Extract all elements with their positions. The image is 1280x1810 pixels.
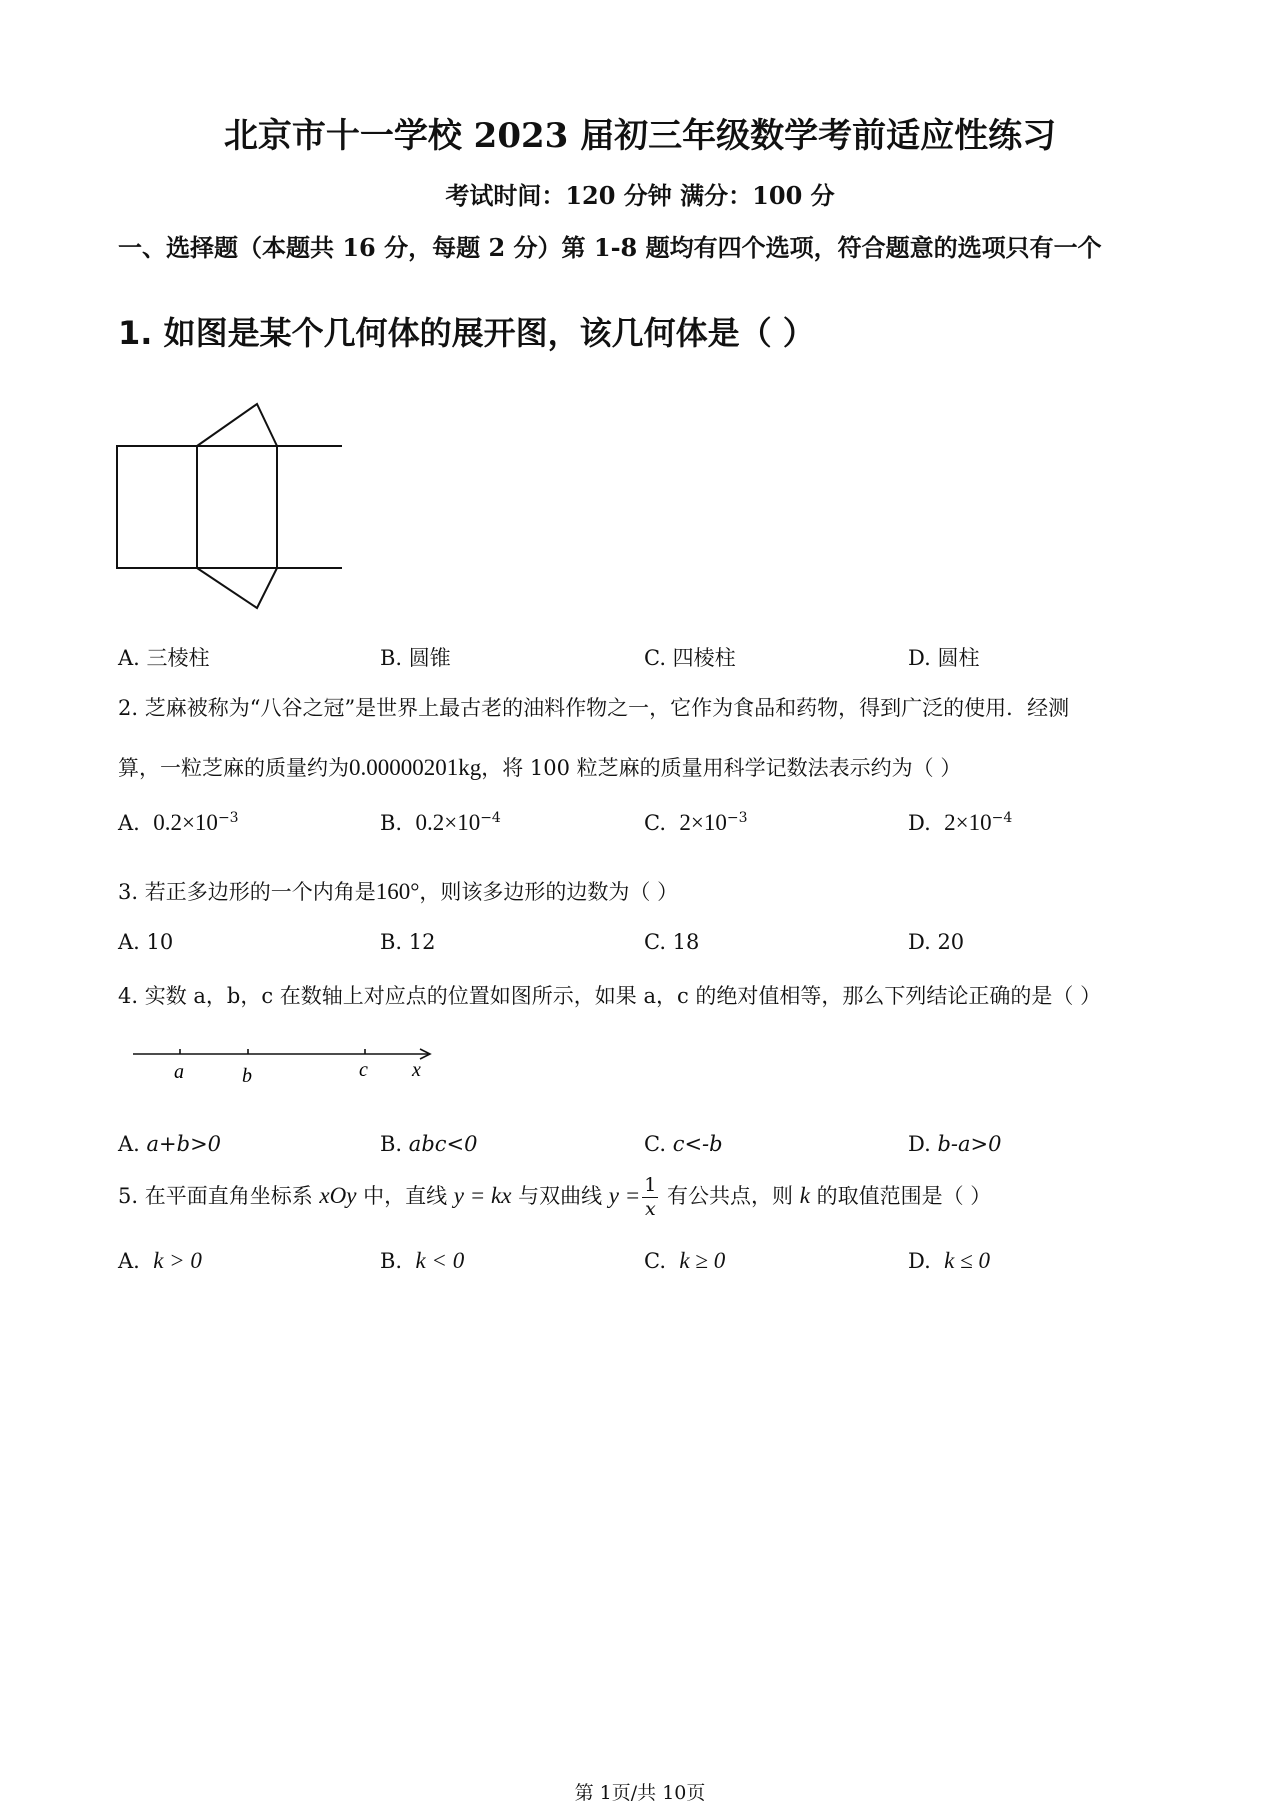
q5-text-4: 有公共点，则 xyxy=(660,1184,800,1208)
q1-option-c: C. 四棱柱 xyxy=(644,646,736,670)
q5-option-b-expr: k < 0 xyxy=(415,1248,465,1273)
q5-text-1: 5. 在平面直角坐标系 xyxy=(118,1184,320,1208)
q2-option-a xyxy=(118,810,239,836)
question-4-text: 4. 实数 a，b，c 在数轴上对应点的位置如图所示，如果 a，c 的绝对值相等，那么下列结论正确的是（ ） xyxy=(118,984,1102,1008)
q5-fraction xyxy=(642,1176,658,1219)
q5-option-b xyxy=(380,1248,464,1274)
q2-option-d-base: 2×10 xyxy=(944,810,992,835)
q2-text-pre: 算，一粒芝麻的质量约为 xyxy=(118,756,349,780)
q2-option-d xyxy=(908,810,1012,836)
label-x: x xyxy=(412,1059,421,1081)
label-b: b xyxy=(242,1065,252,1087)
q3-text-pre: 3. 若正多边形的一个内角是 xyxy=(118,880,376,904)
q4-option-d xyxy=(908,1132,1001,1156)
q3-option-d: D. 20 xyxy=(908,930,965,954)
question-5-text xyxy=(118,1176,991,1219)
label-a: a xyxy=(174,1061,184,1083)
q2-option-c xyxy=(644,810,747,836)
net-rect-middle xyxy=(197,446,277,568)
q2-option-a-base: 0.2×10 xyxy=(153,810,218,835)
q5-math-line: y = kx xyxy=(453,1183,512,1208)
q4-option-b-expr: abc<0 xyxy=(408,1132,478,1156)
q2-option-b-exp: −4 xyxy=(480,810,501,826)
q5-option-a xyxy=(118,1248,202,1274)
q4-option-c xyxy=(644,1132,723,1156)
q3-option-a: A. 10 xyxy=(118,930,174,954)
question-2-line-1: 2. 芝麻被称为“八谷之冠”是世界上最古老的油料作物之一，它作为食品和药物，得到广泛的使用．经测 xyxy=(118,696,1070,720)
q4-option-b xyxy=(380,1132,477,1156)
label-c: c xyxy=(359,1059,368,1081)
q5-option-d xyxy=(908,1248,990,1274)
question-2-line-2 xyxy=(118,752,961,782)
q5-option-c xyxy=(644,1248,725,1274)
q5-fraction-numerator: 1 xyxy=(644,1174,657,1196)
q4-option-b-label: B. xyxy=(380,1132,403,1156)
q1-option-d: D. 圆柱 xyxy=(908,646,980,670)
q2-option-d-label: D. xyxy=(908,811,931,835)
net-rect-left xyxy=(117,446,197,568)
q5-option-d-label: D. xyxy=(908,1249,931,1273)
q2-option-a-exp: −3 xyxy=(217,810,239,826)
page-title: 北京市十一学校 2023 届初三年级数学考前适应性练习 xyxy=(223,116,1057,156)
number-line-figure xyxy=(128,1040,448,1090)
net-triangle-bottom xyxy=(197,568,277,608)
section-heading: 一、选择题（本题共 16 分，每题 2 分）第 1-8 题均有四个选项，符合题意的选项只有一个 xyxy=(118,233,1102,262)
q4-option-d-label: D. xyxy=(908,1132,931,1156)
q5-math-k: k xyxy=(799,1183,810,1208)
net-triangle-top xyxy=(197,404,277,446)
q4-option-a xyxy=(118,1132,221,1156)
q4-option-c-label: C. xyxy=(644,1132,666,1156)
q3-text-post: ，则该多边形的边数为（ ） xyxy=(419,880,679,904)
q5-text-3: 与双曲线 xyxy=(511,1184,609,1208)
q1-option-a: A. 三棱柱 xyxy=(118,646,210,670)
exam-info: 考试时间：120 分钟 满分：100 分 xyxy=(445,181,835,210)
q4-option-d-expr: b-a>0 xyxy=(937,1132,1002,1156)
q5-fraction-denominator: x xyxy=(644,1198,656,1220)
question-1-text: 1. 如图是某个几何体的展开图，该几何体是（ ） xyxy=(118,314,815,352)
page-footer: 第 1页/共 10页 xyxy=(574,1782,706,1804)
question-3-text xyxy=(118,876,678,906)
q2-option-b xyxy=(380,810,501,836)
q2-option-c-base: 2×10 xyxy=(679,810,727,835)
q2-option-a-label: A. xyxy=(118,811,140,835)
q2-mass-value: 0.00000201kg xyxy=(349,755,482,780)
q1-option-b: B. 圆锥 xyxy=(380,646,451,670)
q2-text-post: ，将 100 粒芝麻的质量用科学记数法表示约为（ ） xyxy=(481,756,962,780)
q3-option-c: C. 18 xyxy=(644,930,700,954)
q5-option-b-label: B. xyxy=(380,1249,403,1273)
q5-option-d-expr: k ≤ 0 xyxy=(944,1248,990,1273)
q3-angle: 160° xyxy=(375,879,420,904)
q5-option-c-label: C. xyxy=(644,1249,666,1273)
prism-net-figure xyxy=(112,396,342,616)
q2-option-c-exp: −3 xyxy=(726,810,748,826)
q5-text-2: 中，直线 xyxy=(356,1184,454,1208)
q2-option-b-base: 0.2×10 xyxy=(415,810,481,835)
q5-option-a-label: A. xyxy=(118,1249,140,1273)
q5-option-c-expr: k ≥ 0 xyxy=(679,1248,726,1273)
q5-text-5: 的取值范围是（ ） xyxy=(809,1184,992,1208)
net-rect-right xyxy=(277,446,342,568)
q5-math-xoy: xOy xyxy=(319,1183,357,1208)
q4-option-c-expr: c<-b xyxy=(672,1132,723,1156)
q4-option-a-label: A. xyxy=(118,1132,140,1156)
q5-option-a-expr: k > 0 xyxy=(153,1248,202,1273)
q2-option-c-label: C. xyxy=(644,811,666,835)
q2-option-d-exp: −4 xyxy=(991,810,1013,826)
q5-math-hyperbola: y = xyxy=(608,1183,641,1208)
q2-option-b-label: B. xyxy=(380,811,403,835)
q3-option-b: B. 12 xyxy=(380,930,436,954)
q4-option-a-expr: a+b>0 xyxy=(146,1132,222,1156)
